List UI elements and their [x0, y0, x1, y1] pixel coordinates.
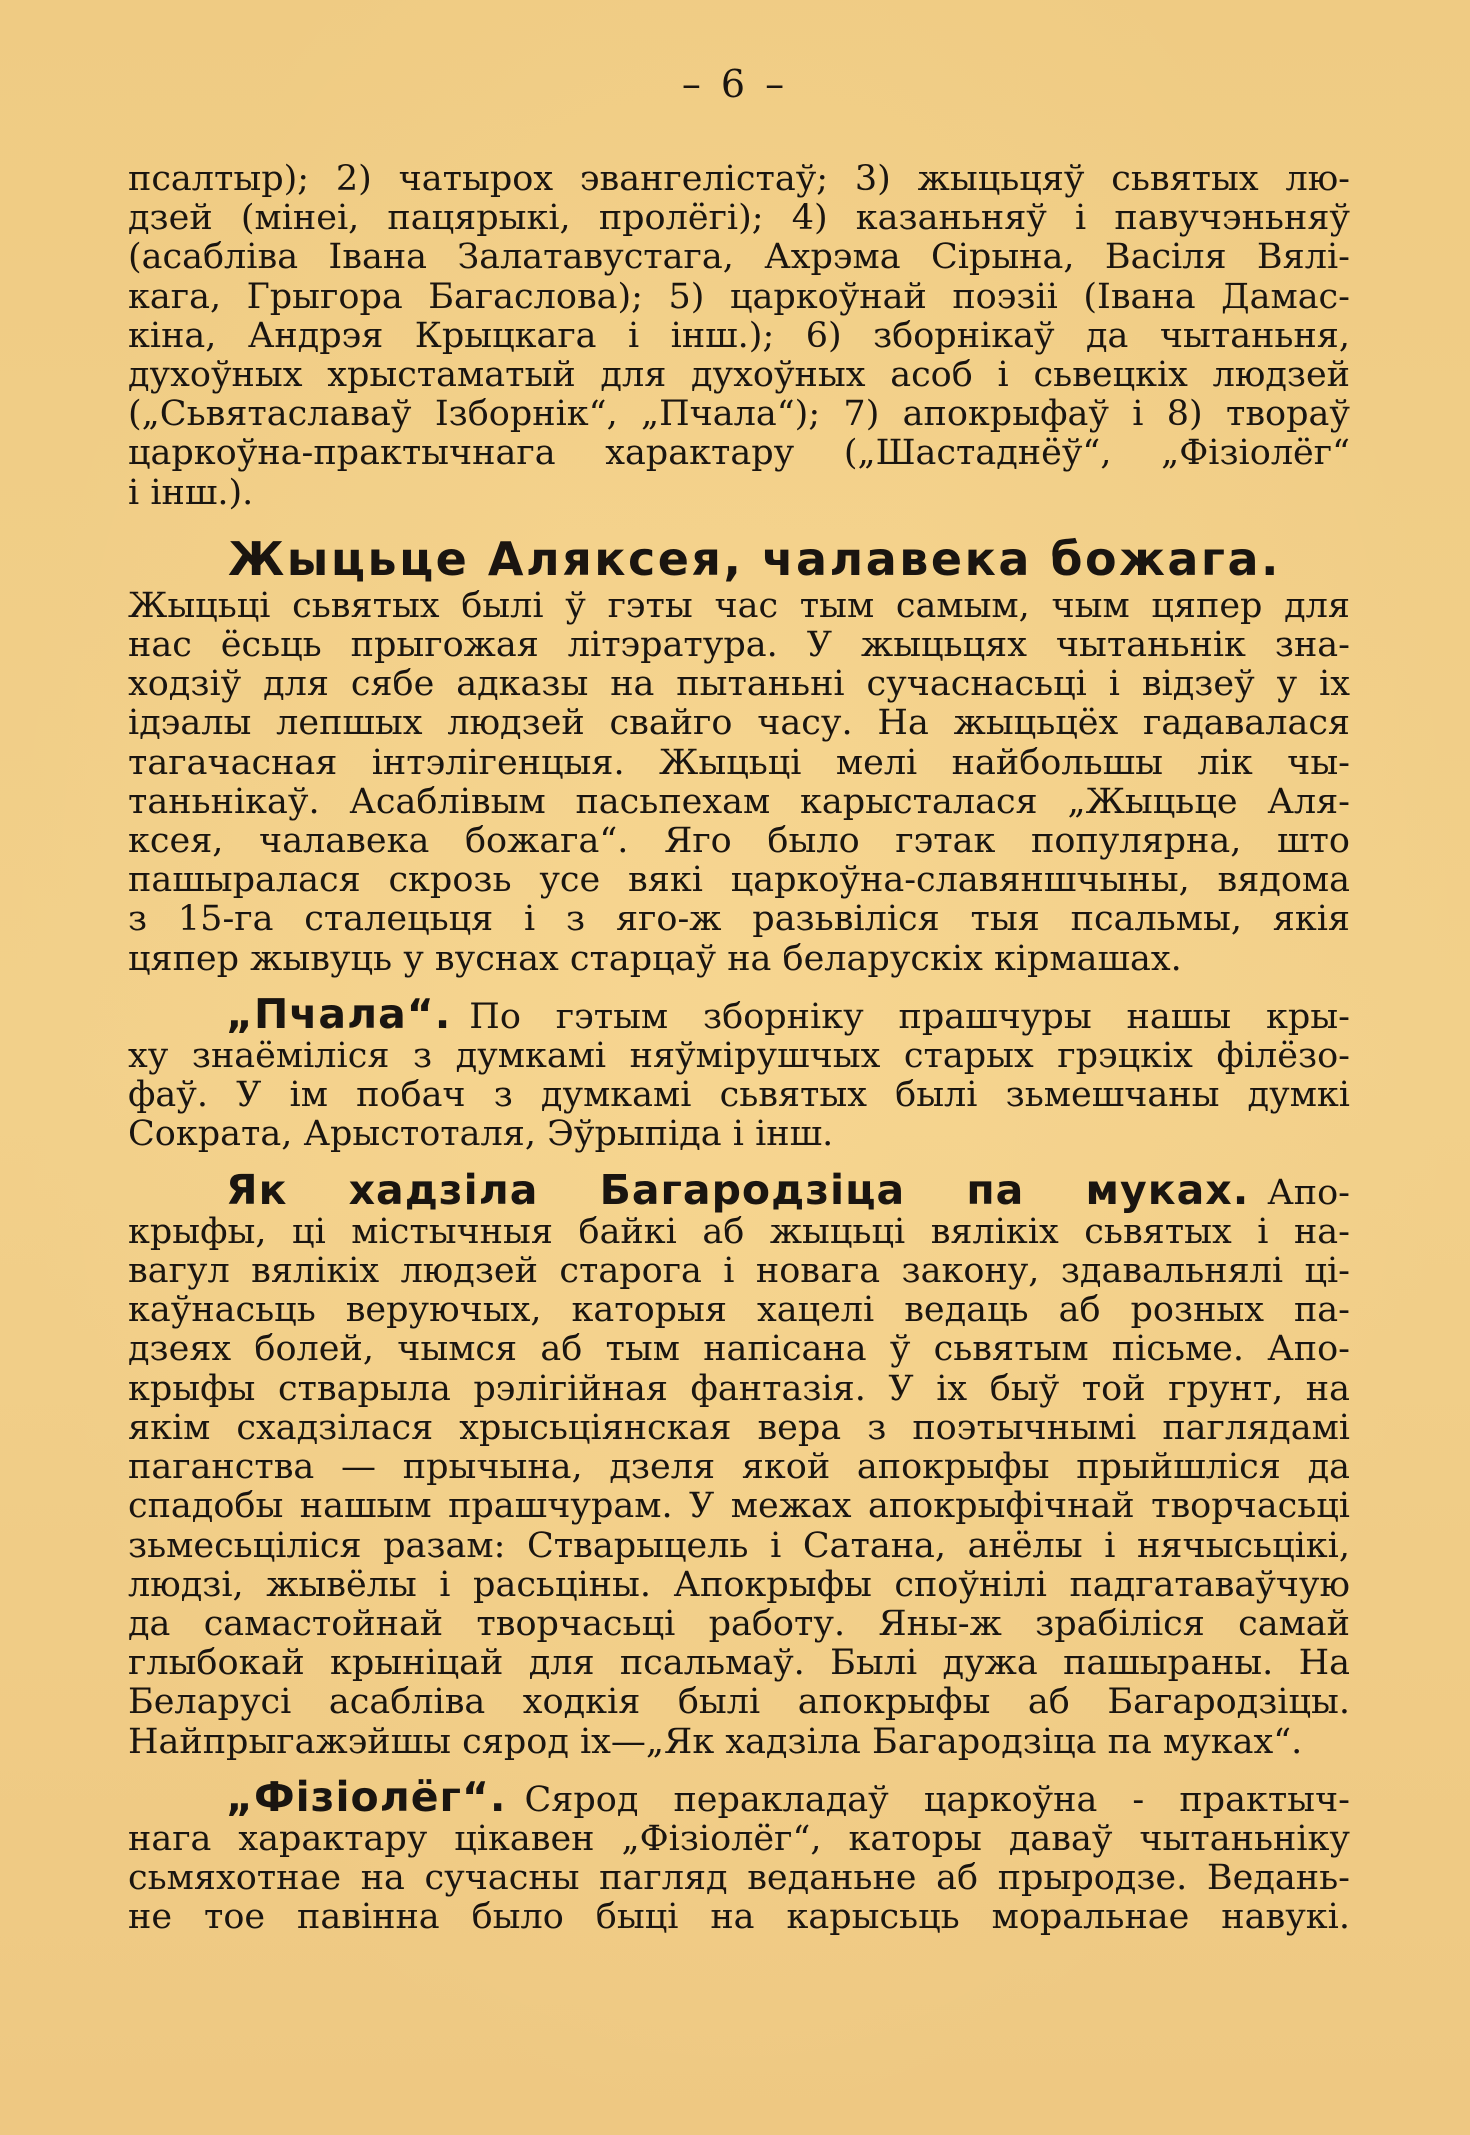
text-line: глыбокай крыніцай для псальмаў. Былі дужа пашыраны. На [128, 1643, 1350, 1684]
text-line: Сократа, Арыстоталя, Эўрыпіда і інш. [128, 1114, 834, 1155]
section-fiziolog [128, 1772, 1350, 1938]
text-line: Жыцьці сьвятых былі ў гэты час тым самым, чым цяпер для [128, 585, 1350, 626]
text-line: каўнасьць веруючых, каторыя хацелі ведаць аб розных па- [128, 1290, 1350, 1331]
text-line: таньнікаў. Асаблівым пасьпехам карысталася „Жыцьце Аля- [128, 781, 1350, 822]
text-line: нас ёсьць прыгожая літэратура. У жыцьцях чытаньнік зна- [128, 625, 1350, 666]
text-line [128, 1165, 1350, 1214]
text-line: ху знаёміліся з думкамі няўмірушчых старых грэцкіх філёзо- [128, 1036, 1350, 1077]
text-line: Беларусі асабліва ходкія былі апокрыфы аб Багародзіцы. [128, 1682, 1350, 1723]
text-line: вагул вялікіх людзей старога і новага закону, здавальнялі ці- [128, 1251, 1350, 1292]
text-line: і інш.). [128, 472, 254, 513]
text-line: духоўных хрыстаматый для духоўных асоб і сьвецкіх людзей [128, 355, 1350, 396]
text-line: паганства — прычына, дзеля якой апокрыфы прыйшліся да [128, 1447, 1350, 1488]
text-line: царкоўна-практычнага характару („Шастаднёў“, „Фізіолёг“ [128, 433, 1350, 474]
section-first-line: Апо- [1267, 1172, 1350, 1213]
text-line: нага характару цікавен „Фізіолёг“, каторы даваў чытаньніку [128, 1818, 1350, 1859]
text-line: крыфы стварыла рэлігійная фантазія. У іх быў той грунт, на [128, 1368, 1350, 1409]
section-heading: „Фізіолёг“. [226, 1772, 507, 1821]
section-bagarodzica [128, 1165, 1350, 1762]
section-heading: „Пчала“. [226, 989, 452, 1038]
section-first-line: По гэтым зборніку прашчуры нашы кры- [469, 996, 1350, 1037]
section-heading: Як хадзіла Багародзіца па муках. [226, 1165, 1250, 1214]
text-line: (асабліва Івана Залатавустага, Ахрэма Сірына, Васіля Вялі- [128, 237, 1350, 278]
text-line: псалтыр); 2) чатырох эвангелістаў; 3) жыцьцяў сьвятых лю- [128, 159, 1350, 199]
page-number: – 6 – [681, 62, 789, 106]
section-heading: Жыцьце Аляксея, чалавека божага. [228, 531, 1281, 586]
intro-paragraph [128, 160, 1350, 513]
text-line: Найпрыгажэйшы сярод іх—„Як хадзіла Багародзіца па муках“. [128, 1721, 1303, 1762]
section-first-line: Сярод перакладаў царкоўна - практыч- [524, 1779, 1350, 1820]
text-line: цяпер жывуць у вуснах старцаў на беларускіх кірмашах. [128, 938, 1182, 979]
text-line: кага, Грыгора Багаслова); 5) царкоўнай поэзіі (Івана Дамас- [128, 276, 1350, 317]
text-line: тагачасная інтэлігенцыя. Жыцьці мелі найбольшы лік чы- [128, 742, 1350, 783]
page-number-value: 6 [720, 62, 750, 106]
text-line: кіна, Андрэя Крыцкага і інш.); 6) зборнікаў да чытаньня, [128, 315, 1350, 356]
text-line: дзей (мінеі, пацярыкі, пролёгі); 4) казаньняў і павучэньняў [128, 198, 1350, 239]
text-line: ідэалы лепшых людзей свайго часу. На жыцьцёх гадавалася [128, 703, 1350, 744]
text-line: да самастойнай творчасьці работу. Яны-ж зрабіліся самай [128, 1603, 1350, 1644]
text-line: пашыралася скрозь усе вякі царкоўна-славяншчыны, вядома [128, 860, 1350, 901]
text-line [128, 1772, 1350, 1821]
section-pchala [128, 989, 1350, 1155]
text-line: дзеях болей, чымся аб тым напісана ў сьвятым пісьме. Апо- [128, 1329, 1350, 1370]
text-line [128, 989, 1350, 1038]
text-column [128, 160, 1350, 1938]
text-line: з 15-га сталецьця і з яго-ж разьвіліся тыя псальмы, якія [128, 899, 1350, 940]
text-line: крыфы, ці містычныя байкі аб жыцьці вялікіх сьвятых і на- [128, 1211, 1350, 1252]
text-line: людзі, жывёлы і расьціны. Апокрыфы споўнілі падгатаваўчую [128, 1564, 1350, 1605]
text-line: зьмесьціліся разам: Стварыцель і Сатана, анёлы і нячысьцікі, [128, 1525, 1350, 1566]
text-line: спадобы нашым прашчурам. У межах апокрыфічнай творчасьці [128, 1486, 1350, 1527]
section-alexei [128, 531, 1350, 979]
text-line: фаў. У ім побач з думкамі сьвятых былі зьмешчаны думкі [128, 1075, 1350, 1116]
text-line: ходзіў для сябе адказы на пытаньні сучаснасьці і відзеў у іх [128, 664, 1350, 705]
text-line: сьмяхотнае на сучасны пагляд веданьне аб прыродзе. Ведань- [128, 1858, 1350, 1899]
text-line: якім схадзілася хрысьціянская вера з поэтычнымі паглядамі [128, 1407, 1350, 1448]
text-line: не тое павінна было быці на карысьць моральнае навукі. [128, 1897, 1350, 1938]
text-line: („Сьвятаславаў Ізборнік“, „Пчала“); 7) апокрыфаў і 8) твораў [128, 394, 1350, 435]
text-line: ксея, чалавека божага“. Яго было гэтак популярна, што [128, 821, 1350, 862]
